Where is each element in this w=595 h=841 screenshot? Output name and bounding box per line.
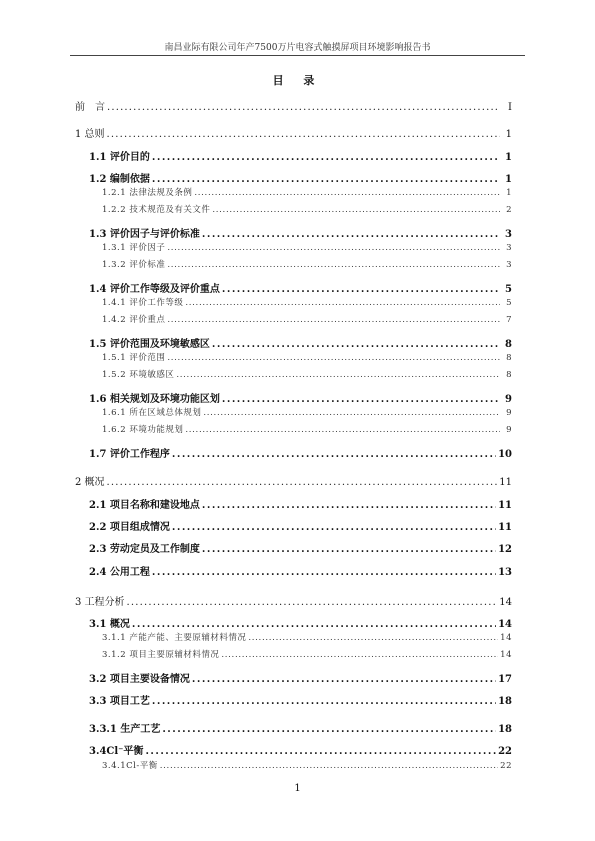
toc-entry-ch1[interactable] [75,125,512,140]
toc-entry-page: 14 [499,597,512,608]
toc-entry-1-5[interactable] [75,335,512,350]
toc-entry-title: 2 概况 [75,477,105,488]
toc-entry-page: 1 [505,129,512,140]
toc-entry-1-3[interactable] [75,225,512,240]
toc-entry-title: 2.1 项目名称和建设地点 [89,500,200,511]
leader-dots [167,315,500,325]
toc-entry-title: 1.4.1 评价工作等级 [102,298,184,308]
leader-dots [162,724,496,735]
toc-entry-title: 3.3 项目工艺 [89,696,150,707]
leader-dots [202,500,496,511]
leader-dots [107,102,500,113]
toc-entry-1-3-2[interactable] [75,258,512,270]
leader-dots [145,746,496,757]
toc-entry-title: 1.6.1 所在区域总体规划 [102,408,202,418]
toc-entry-2-1[interactable] [75,496,512,511]
toc-entry-3-3[interactable] [75,692,512,707]
toc-entry-1-6-2[interactable] [75,423,512,435]
toc-entry-1-4-2[interactable] [75,313,512,325]
toc-entry-3-4[interactable] [75,742,512,757]
toc-entry-page: 22 [498,746,512,757]
toc-entry-2-4[interactable] [75,563,512,578]
toc-entry-page: 9 [506,408,512,418]
toc-entry-1-4[interactable] [75,280,512,295]
leader-dots [203,408,500,418]
toc-entry-title: 3.4Cl⁻平衡 [89,746,144,757]
toc-entry-page: 5 [505,284,512,295]
leader-dots [221,650,498,660]
toc-entry-3-1-2[interactable] [75,648,512,660]
leader-dots [202,544,496,555]
toc-entry-title: 2.2 项目组成情况 [89,522,170,533]
toc-entry-1-5-2[interactable] [75,368,512,380]
toc-entry-page: 1 [506,188,512,198]
leader-dots [185,298,500,308]
toc-entry-title: 3 工程分析 [75,597,125,608]
running-header: 南昌业际有限公司年产7500万片电容式触摸屏项目环境影响报告书 [164,43,431,53]
leader-dots [152,152,500,163]
leader-dots [212,339,500,350]
toc-entry-1-2[interactable] [75,170,512,185]
toc-entry-title: 3.1.2 项目主要原辅材料情况 [102,650,220,660]
leader-dots [167,260,500,270]
toc-entry-title: 1.2.2 技术规范及有关文件 [102,205,211,215]
page-number: 1 [294,783,301,794]
toc-entry-2-2[interactable] [75,518,512,533]
leader-dots [185,425,500,435]
toc-entry-title: 1.5.2 环境敏感区 [102,370,175,380]
leader-dots [222,394,500,405]
toc-entry-page: 9 [505,394,512,405]
leader-dots [107,129,500,140]
leader-dots [132,619,496,630]
toc-entry-1-7[interactable] [75,445,512,460]
toc-entry-page: 14 [498,619,512,630]
leader-dots [222,284,500,295]
toc-entry-page: 1 [505,152,512,163]
toc-entry-title: 1.5.1 评价范围 [102,353,166,363]
leader-dots [248,633,498,643]
toc-entry-3-1-1[interactable] [75,631,512,643]
toc-entry-page: 18 [498,696,512,707]
toc-entry-1-2-1[interactable] [75,186,512,198]
toc-title: 目 录 [272,74,323,87]
toc-entry-page: 2 [506,205,512,215]
toc-entry-3-3-1[interactable] [75,720,512,735]
toc-entry-page: 8 [506,370,512,380]
toc-entry-page: 10 [498,449,512,460]
toc-entry-page: 14 [500,650,512,660]
leader-dots [167,353,500,363]
leader-dots [107,477,498,488]
toc-entry-title: 前 言 [75,102,105,113]
toc-entry-page: 11 [498,522,512,533]
toc-entry-1-5-1[interactable] [75,351,512,363]
toc-entry-1-3-1[interactable] [75,241,512,253]
toc-entry-1-6-1[interactable] [75,406,512,418]
toc-entry-title: 1.6.2 环境功能规划 [102,425,184,435]
toc-entry-page: 17 [498,674,512,685]
toc-entry-page: 7 [506,315,512,325]
toc-entry-1-4-1[interactable] [75,296,512,308]
toc-entry-title: 1.4 评价工作等级及评价重点 [89,284,220,295]
toc-entry-1-2-2[interactable] [75,203,512,215]
toc-entry-preface[interactable] [75,98,512,113]
toc-entry-title: 1.2 编制依据 [89,174,150,185]
leader-dots [176,370,500,380]
toc-entry-page: 8 [505,339,512,350]
leader-dots [192,674,496,685]
header-rule [70,55,525,56]
toc-entry-1-6[interactable] [75,390,512,405]
toc-entry-page: 1 [505,174,512,185]
toc-entry-ch3[interactable] [75,593,512,608]
toc-entry-page: 3 [505,229,512,240]
toc-entry-page: 11 [499,477,512,488]
toc-entry-ch2[interactable] [75,473,512,488]
toc-entry-page: 9 [506,425,512,435]
toc-entry-title: 2.4 公用工程 [89,567,150,578]
toc-entry-page: 11 [498,500,512,511]
toc-entry-page: 3 [506,260,512,270]
leader-dots [152,567,496,578]
toc-entry-page: 14 [500,633,512,643]
toc-entry-title: 1.3 评价因子与评价标准 [89,229,200,240]
leader-dots [172,522,496,533]
toc-entry-page: 8 [506,353,512,363]
toc-entry-page: 12 [498,544,512,555]
toc-entry-title: 1.2.1 法律法规及条例 [102,188,193,198]
toc-entry-title: 3.3.1 生产工艺 [89,724,161,735]
toc-entry-page: I [508,102,512,113]
toc-entry-2-3[interactable] [75,540,512,555]
toc-entry-1-1[interactable] [75,148,512,163]
leader-dots [127,597,498,608]
toc-entry-title: 3.2 项目主要设备情况 [89,674,190,685]
toc-entry-title: 1.4.2 评价重点 [102,315,166,325]
toc-entry-title: 1.1 评价目的 [89,152,150,163]
toc-entry-title: 3.4.1Cl-平衡 [102,761,158,771]
leader-dots [152,696,496,707]
leader-dots [202,229,500,240]
toc-entry-page: 13 [498,567,512,578]
toc-entry-title: 1 总则 [75,129,105,140]
toc-entry-page: 18 [498,724,512,735]
toc-entry-title: 1.3.1 评价因子 [102,243,166,253]
toc-entry-3-4-1[interactable] [75,759,512,771]
leader-dots [212,205,500,215]
toc-entry-title: 1.6 相关规划及环境功能区划 [89,394,220,405]
leader-dots [160,761,498,771]
toc-entry-page: 3 [506,243,512,253]
toc-entry-title: 2.3 劳动定员及工作制度 [89,544,200,555]
toc-entry-title: 1.7 评价工作程序 [89,449,170,460]
leader-dots [152,174,500,185]
toc-entry-3-2[interactable] [75,670,512,685]
leader-dots [194,188,500,198]
leader-dots [172,449,496,460]
toc-entry-title: 3.1 概况 [89,619,130,630]
toc-entry-title: 1.5 评价范围及环境敏感区 [89,339,210,350]
toc-entry-page: 22 [500,761,512,771]
toc-entry-title: 1.3.2 评价标准 [102,260,166,270]
toc-entry-page: 5 [506,298,512,308]
toc-entry-title: 3.1.1 产能产能、主要原辅材料情况 [102,633,247,643]
leader-dots [167,243,500,253]
toc-entry-3-1[interactable] [75,615,512,630]
